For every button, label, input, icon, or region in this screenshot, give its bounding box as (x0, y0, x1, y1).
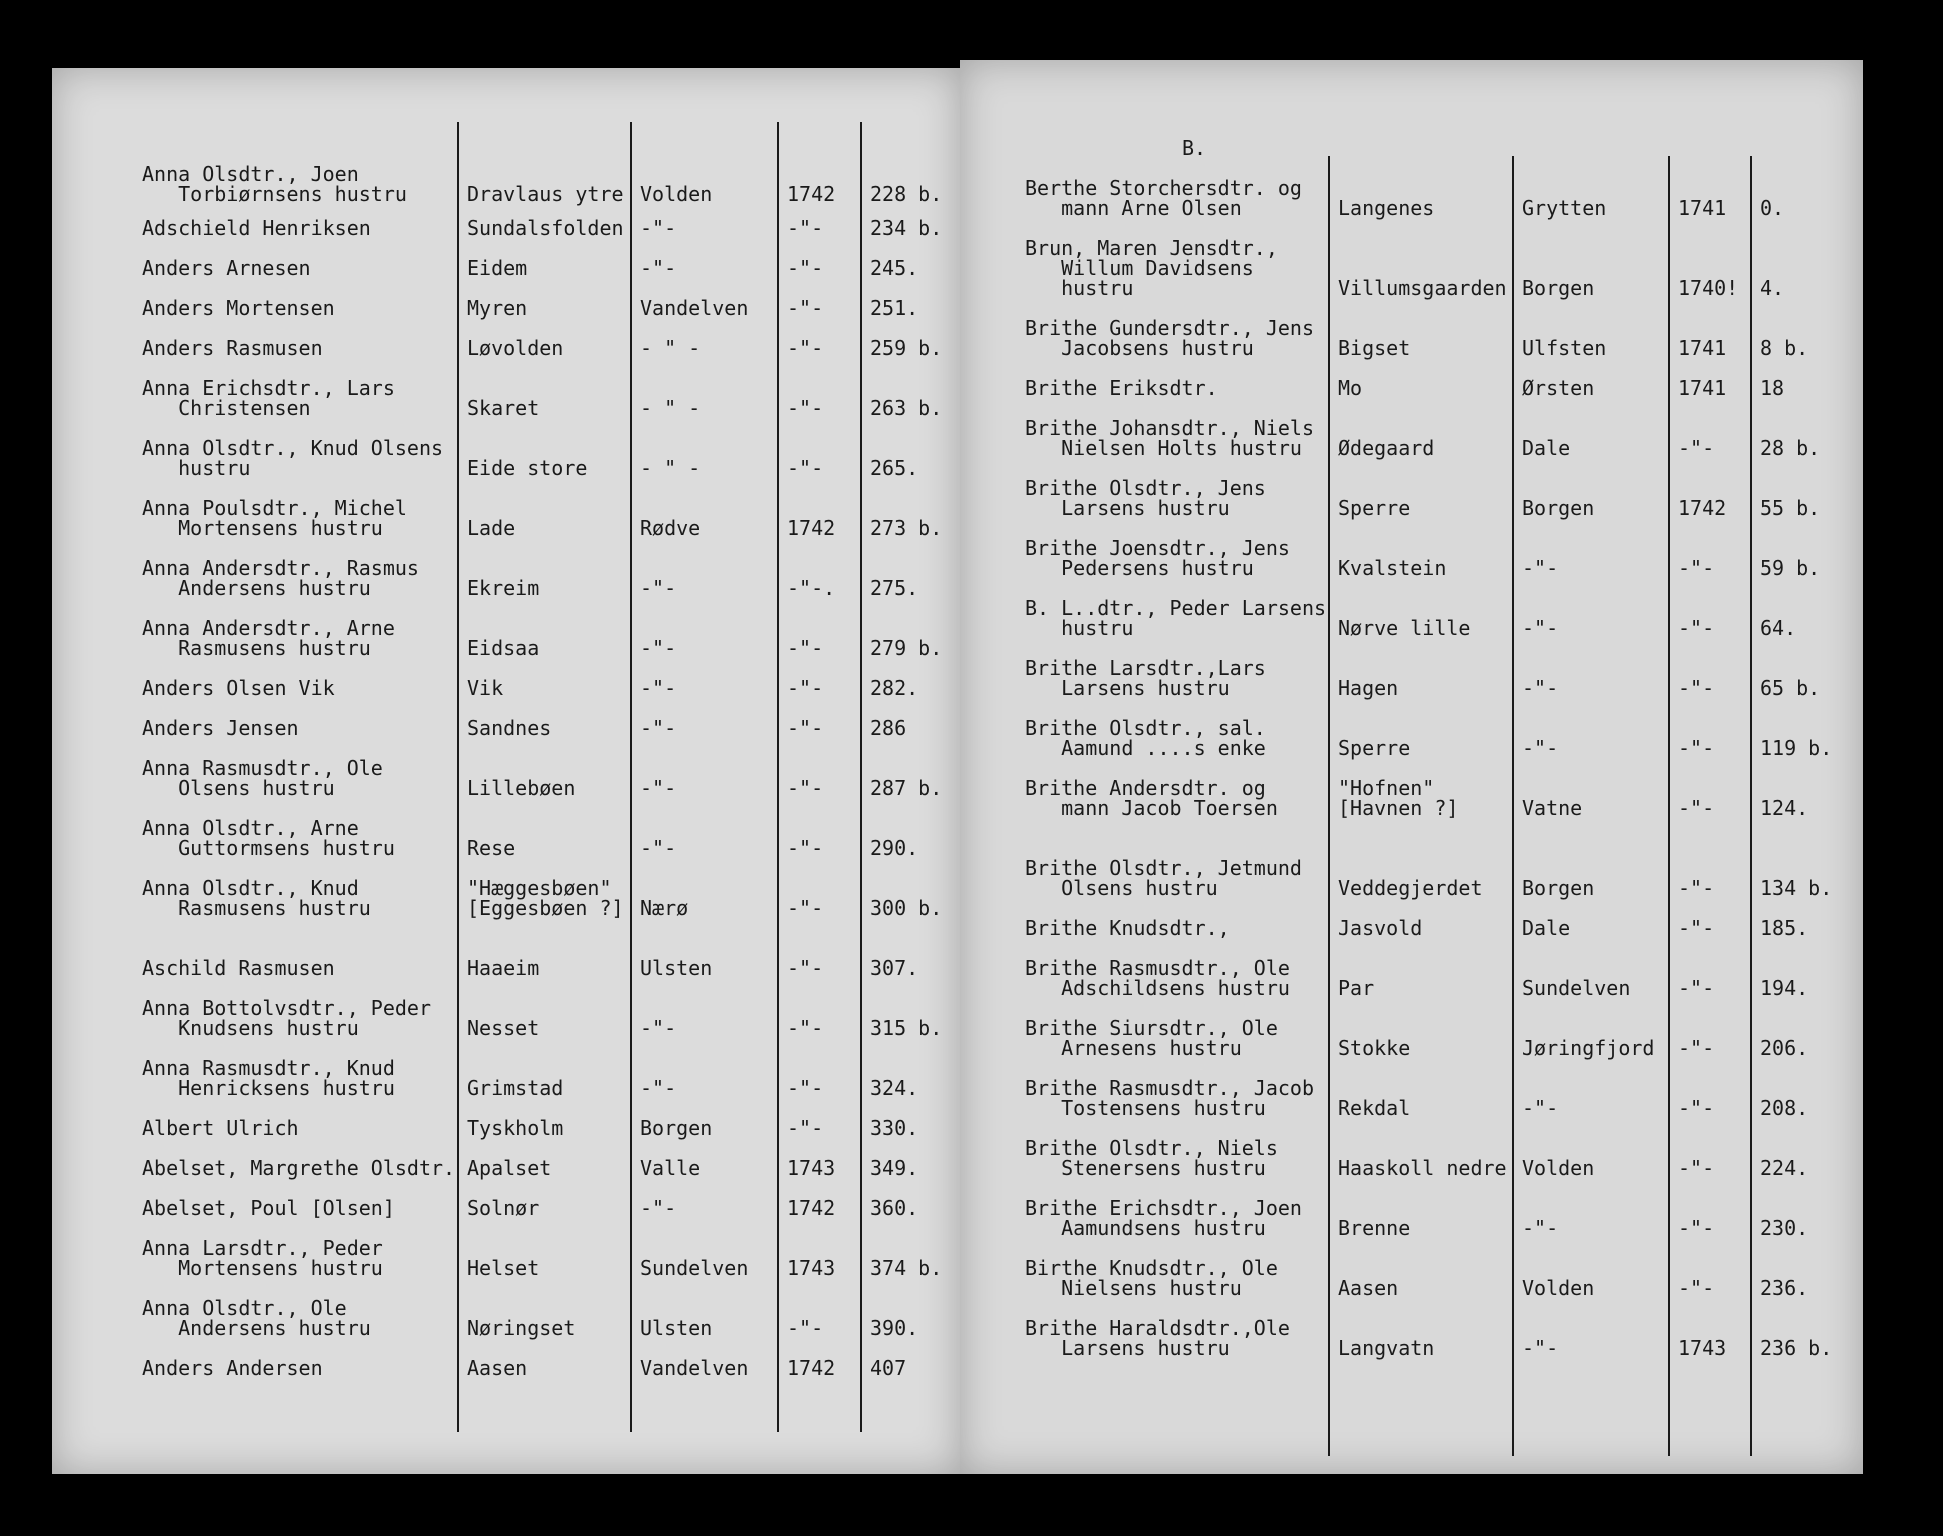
cell-farm: Ødegaard (1338, 436, 1435, 460)
cell-parish: -"- (1522, 736, 1559, 760)
cell-page: 64. (1760, 616, 1797, 640)
cell-year: -"- (1678, 796, 1715, 820)
cell-parish: Borgen (1522, 876, 1595, 900)
cell-farm: Løvolden (467, 336, 564, 360)
cell-page: 282. (870, 676, 919, 700)
cell-parish: -"- (1522, 556, 1559, 580)
cell-parish: Grytten (1522, 196, 1607, 220)
cell-parish: Dale (1522, 436, 1571, 460)
column-divider (860, 122, 862, 1432)
cell-parish: -"- (640, 676, 677, 700)
cell-farm: Stokke (1338, 1036, 1411, 1060)
cell-name: Anders Mortensen (142, 296, 335, 320)
cell-parish: -"- (1522, 1216, 1559, 1240)
cell-year: -"- (787, 296, 824, 320)
cell-name: Brithe Siursdtr., Ole Arnesens hustru (1025, 1016, 1278, 1060)
cell-parish: - " - (640, 456, 701, 480)
cell-farm: Helset (467, 1256, 540, 1280)
cell-name: Anders Jensen (142, 716, 299, 740)
cell-farm: Eidem (467, 256, 528, 280)
cell-farm: Dravlaus ytre (467, 182, 624, 206)
cell-parish: Vatne (1522, 796, 1583, 820)
cell-page: 8 b. (1760, 336, 1809, 360)
cell-page: 59 b. (1760, 556, 1821, 580)
cell-name: Anna Andersdtr., Rasmus Andersens hustru (142, 556, 419, 600)
cell-page: 324. (870, 1076, 919, 1100)
cell-parish: Borgen (1522, 496, 1595, 520)
cell-year: -"- (787, 1316, 824, 1340)
cell-farm: Aasen (1338, 1276, 1399, 1300)
cell-page: 28 b. (1760, 436, 1821, 460)
cell-name: Brithe Larsdtr.,Lars Larsens hustru (1025, 656, 1266, 700)
cell-page: 286 (870, 716, 907, 740)
cell-farm: Kvalstein (1338, 556, 1447, 580)
cell-name: Brithe Olsdtr., Jetmund Olsens hustru (1025, 856, 1302, 900)
cell-parish: Volden (1522, 1276, 1595, 1300)
cell-parish: -"- (640, 256, 677, 280)
cell-name: Anna Andersdtr., Arne Rasmusens hustru (142, 616, 395, 660)
cell-farm: "Hæggesbøen" [Eggesbøen ?] (467, 876, 624, 920)
cell-parish: -"- (640, 1016, 677, 1040)
cell-name: Brithe Haraldsdtr.,Ole Larsens hustru (1025, 1316, 1290, 1360)
cell-year: -"- (1678, 556, 1715, 580)
cell-farm: Sundalsfolden (467, 216, 624, 240)
cell-page: 0. (1760, 196, 1785, 220)
cell-parish: -"- (640, 716, 677, 740)
cell-name: Anna Erichsdtr., Lars Christensen (142, 376, 395, 420)
cell-page: 279 b. (870, 636, 943, 660)
cell-name: Anna Larsdtr., Peder Mortensens hustru (142, 1236, 383, 1280)
cell-name: Brithe Rasmusdtr., Jacob Tostensens hustru (1025, 1076, 1314, 1120)
cell-page: 265. (870, 456, 919, 480)
cell-name: Adschield Henriksen (142, 216, 371, 240)
cell-year: 1742 (1678, 496, 1727, 520)
cell-parish: - " - (640, 336, 701, 360)
cell-page: 134 b. (1760, 876, 1833, 900)
cell-name: Brithe Knudsdtr., (1025, 916, 1230, 940)
cell-farm: Langvatn (1338, 1336, 1435, 1360)
cell-name: Brithe Erichsdtr., Joen Aamundsens hustru (1025, 1196, 1302, 1240)
cell-year: 1743 (1678, 1336, 1727, 1360)
cell-name: B. L..dtr., Peder Larsens hustru (1025, 596, 1327, 640)
cell-farm: Ekreim (467, 576, 540, 600)
cell-year: -"- (787, 396, 824, 420)
cell-year: -"- (1678, 436, 1715, 460)
cell-year: -"- (787, 1076, 824, 1100)
cell-page: 185. (1760, 916, 1809, 940)
cell-farm: Eide store (467, 456, 588, 480)
cell-page: 194. (1760, 976, 1809, 1000)
cell-farm: Grimstad (467, 1076, 564, 1100)
cell-name: Anders Olsen Vik (142, 676, 335, 700)
cell-farm: Bigset (1338, 336, 1411, 360)
cell-parish: - " - (640, 396, 701, 420)
cell-page: 349. (870, 1156, 919, 1180)
cell-name: Birthe Knudsdtr., Ole Nielsens hustru (1025, 1256, 1278, 1300)
cell-name: Anna Olsdtr., Knud Rasmusens hustru (142, 876, 371, 920)
cell-page: 390. (870, 1316, 919, 1340)
cell-parish: -"- (640, 1076, 677, 1100)
cell-farm: Sperre (1338, 496, 1411, 520)
cell-year: -"- (787, 676, 824, 700)
cell-page: 273 b. (870, 516, 943, 540)
cell-page: 263 b. (870, 396, 943, 420)
cell-page: 208. (1760, 1096, 1809, 1120)
cell-page: 206. (1760, 1036, 1809, 1060)
cell-farm: Tyskholm (467, 1116, 564, 1140)
cell-year: -"- (787, 1016, 824, 1040)
cell-year: 1742 (787, 516, 836, 540)
left-page (52, 68, 960, 1474)
cell-year: -"- (787, 456, 824, 480)
cell-name: Brithe Joensdtr., Jens Pedersens hustru (1025, 536, 1290, 580)
cell-name: Brithe Rasmusdtr., Ole Adschildsens hustru (1025, 956, 1290, 1000)
cell-name: Brithe Eriksdtr. (1025, 376, 1218, 400)
cell-year: 1742 (787, 1356, 836, 1380)
cell-parish: -"- (640, 1196, 677, 1220)
cell-page: 224. (1760, 1156, 1809, 1180)
cell-year: -"- (787, 256, 824, 280)
cell-year: -"- (787, 896, 824, 920)
cell-farm: Haaeim (467, 956, 540, 980)
cell-farm: Skaret (467, 396, 540, 420)
cell-parish: Nærø (640, 896, 689, 920)
cell-name: Anna Rasmusdtr., Ole Olsens hustru (142, 756, 383, 800)
cell-farm: Solnør (467, 1196, 540, 1220)
cell-farm: Nøringset (467, 1316, 576, 1340)
cell-page: 124. (1760, 796, 1809, 820)
cell-year: -"- (787, 636, 824, 660)
cell-page: 259 b. (870, 336, 943, 360)
cell-parish: Rødve (640, 516, 701, 540)
cell-name: Brithe Johansdtr., Niels Nielsen Holts hustru (1025, 416, 1314, 460)
cell-page: 251. (870, 296, 919, 320)
cell-parish: -"- (1522, 616, 1559, 640)
cell-name: Anders Rasmusen (142, 336, 323, 360)
cell-page: 65 b. (1760, 676, 1821, 700)
cell-name: Brithe Olsdtr., sal. Aamund ....s enke (1025, 716, 1266, 760)
cell-page: 230. (1760, 1216, 1809, 1240)
cell-parish: Ørsten (1522, 376, 1595, 400)
cell-name: Brithe Andersdtr. og mann Jacob Toersen (1025, 776, 1278, 820)
cell-page: 236. (1760, 1276, 1809, 1300)
cell-year: 1741 (1678, 376, 1727, 400)
cell-parish: -"- (1522, 676, 1559, 700)
cell-year: -"- (787, 1116, 824, 1140)
cell-page: 18 (1760, 376, 1785, 400)
cell-year: -"-. (787, 576, 836, 600)
cell-parish: Ulfsten (1522, 336, 1607, 360)
cell-parish: -"- (1522, 1096, 1559, 1120)
cell-name: Anders Andersen (142, 1356, 323, 1380)
cell-year: 1741 (1678, 196, 1727, 220)
cell-page: 228 b. (870, 182, 943, 206)
cell-name: Anders Arnesen (142, 256, 311, 280)
cell-parish: Volden (640, 182, 713, 206)
cell-parish: Vandelven (640, 296, 749, 320)
cell-parish: -"- (640, 576, 677, 600)
cell-name: Anna Poulsdtr., Michel Mortensens hustru (142, 496, 407, 540)
cell-year: -"- (1678, 1036, 1715, 1060)
cell-farm: Vik (467, 676, 504, 700)
cell-farm: Nesset (467, 1016, 540, 1040)
cell-farm: Nørve lille (1338, 616, 1471, 640)
column-divider (1750, 156, 1752, 1456)
column-divider (777, 122, 779, 1432)
cell-parish: Vandelven (640, 1356, 749, 1380)
cell-parish: -"- (640, 636, 677, 660)
cell-year: 1742 (787, 182, 836, 206)
cell-year: -"- (1678, 976, 1715, 1000)
cell-page: 234 b. (870, 216, 943, 240)
cell-farm: "Hofnen" [Havnen ?] (1338, 776, 1459, 820)
cell-page: 245. (870, 256, 919, 280)
cell-farm: Sandnes (467, 716, 552, 740)
cell-parish: Valle (640, 1156, 701, 1180)
cell-name: Anna Bottolvsdtr., Peder Knudsens hustru (142, 996, 431, 1040)
cell-farm: Lade (467, 516, 516, 540)
cell-farm: Hagen (1338, 676, 1399, 700)
cell-year: -"- (1678, 1276, 1715, 1300)
cell-page: 315 b. (870, 1016, 943, 1040)
cell-farm: Haaskoll nedre (1338, 1156, 1507, 1180)
cell-parish: -"- (640, 836, 677, 860)
cell-year: -"- (1678, 876, 1715, 900)
cell-year: -"- (1678, 916, 1715, 940)
cell-parish: Sundelven (640, 1256, 749, 1280)
cell-farm: Par (1338, 976, 1375, 1000)
cell-page: 290. (870, 836, 919, 860)
cell-parish: Borgen (1522, 276, 1595, 300)
cell-parish: Volden (1522, 1156, 1595, 1180)
cell-year: 1741 (1678, 336, 1727, 360)
cell-page: 374 b. (870, 1256, 943, 1280)
cell-page: 330. (870, 1116, 919, 1140)
cell-parish: Sundelven (1522, 976, 1631, 1000)
cell-page: 236 b. (1760, 1336, 1833, 1360)
cell-name: Anna Olsdtr., Arne Guttormsens hustru (142, 816, 395, 860)
cell-year: -"- (787, 716, 824, 740)
cell-page: 407 (870, 1356, 907, 1380)
cell-parish: Ulsten (640, 1316, 713, 1340)
cell-farm: Rese (467, 836, 516, 860)
cell-year: -"- (787, 836, 824, 860)
column-divider (457, 122, 459, 1432)
cell-year: -"- (787, 956, 824, 980)
cell-name: Brithe Olsdtr., Niels Stenersens hustru (1025, 1136, 1278, 1180)
cell-page: 360. (870, 1196, 919, 1220)
cell-name: Brun, Maren Jensdtr., Willum Davidsens hustru (1025, 236, 1278, 300)
cell-farm: Eidsaa (467, 636, 540, 660)
cell-parish: Borgen (640, 1116, 713, 1140)
cell-year: -"- (1678, 616, 1715, 640)
cell-name: Anna Olsdtr., Knud Olsens hustru (142, 436, 444, 480)
cell-year: 1742 (787, 1196, 836, 1220)
cell-farm: Veddegjerdet (1338, 876, 1483, 900)
cell-year: -"- (1678, 736, 1715, 760)
cell-name: Albert Ulrich (142, 1116, 299, 1140)
cell-farm: Myren (467, 296, 528, 320)
cell-year: -"- (1678, 1216, 1715, 1240)
column-divider (630, 122, 632, 1432)
cell-name: Brithe Gundersdtr., Jens Jacobsens hustru (1025, 316, 1314, 360)
cell-farm: Aasen (467, 1356, 528, 1380)
cell-farm: Villumsgaarden (1338, 276, 1507, 300)
cell-page: 287 b. (870, 776, 943, 800)
cell-farm: Rekdal (1338, 1096, 1411, 1120)
right-page (960, 60, 1863, 1474)
cell-parish: Ulsten (640, 956, 713, 980)
cell-parish: -"- (640, 776, 677, 800)
cell-year: -"- (787, 216, 824, 240)
cell-farm: Lillebøen (467, 776, 576, 800)
cell-name: Anna Rasmusdtr., Knud Henricksens hustru (142, 1056, 395, 1100)
cell-name: Abelset, Poul [Olsen] (142, 1196, 395, 1220)
cell-parish: -"- (640, 216, 677, 240)
cell-parish: Jøringfjord (1522, 1036, 1655, 1060)
section-heading: B. (1182, 136, 1207, 160)
cell-year: 1740! (1678, 276, 1739, 300)
cell-farm: Brenne (1338, 1216, 1411, 1240)
cell-year: -"- (1678, 676, 1715, 700)
cell-year: 1743 (787, 1156, 836, 1180)
cell-name: Berthe Storchersdtr. og mann Arne Olsen (1025, 176, 1302, 220)
cell-farm: Langenes (1338, 196, 1435, 220)
cell-name: Anna Olsdtr., Ole Andersens hustru (142, 1296, 371, 1340)
cell-year: 1743 (787, 1256, 836, 1280)
cell-name: Brithe Olsdtr., Jens Larsens hustru (1025, 476, 1266, 520)
cell-farm: Mo (1338, 376, 1363, 400)
cell-farm: Apalset (467, 1156, 552, 1180)
cell-page: 55 b. (1760, 496, 1821, 520)
cell-parish: Dale (1522, 916, 1571, 940)
cell-year: -"- (1678, 1096, 1715, 1120)
column-divider (1512, 156, 1514, 1456)
column-divider (1328, 156, 1330, 1456)
cell-page: 119 b. (1760, 736, 1833, 760)
cell-farm: Sperre (1338, 736, 1411, 760)
cell-page: 4. (1760, 276, 1785, 300)
cell-year: -"- (787, 336, 824, 360)
cell-page: 307. (870, 956, 919, 980)
cell-name: Abelset, Margrethe Olsdtr. (142, 1156, 456, 1180)
cell-page: 275. (870, 576, 919, 600)
cell-parish: -"- (1522, 1336, 1559, 1360)
cell-farm: Jasvold (1338, 916, 1423, 940)
cell-name: Anna Olsdtr., Joen Torbiørnsens hustru (142, 162, 407, 206)
cell-year: -"- (787, 776, 824, 800)
column-divider (1668, 156, 1670, 1456)
cell-year: -"- (1678, 1156, 1715, 1180)
cell-page: 300 b. (870, 896, 943, 920)
cell-name: Aschild Rasmusen (142, 956, 335, 980)
